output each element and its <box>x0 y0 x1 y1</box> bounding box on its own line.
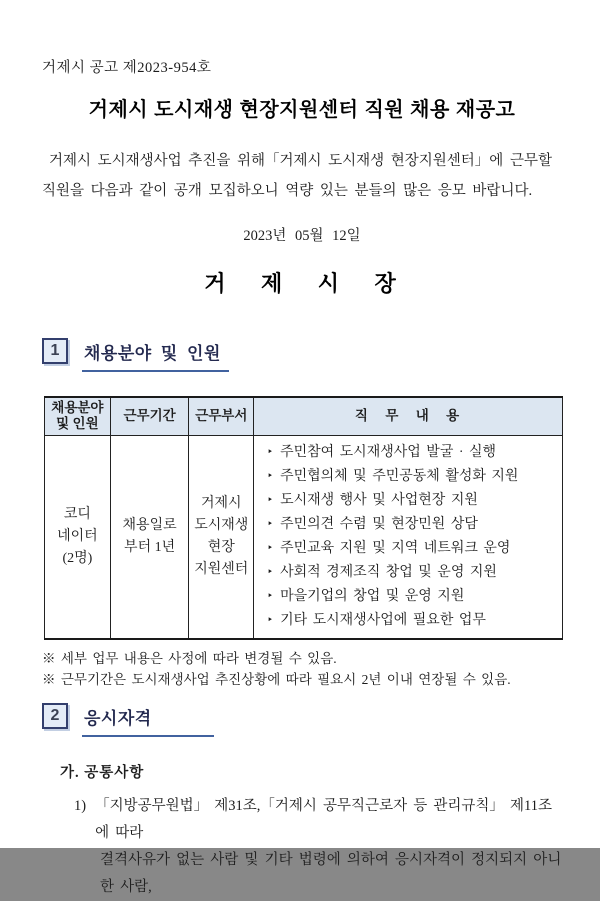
triangle-bullet-icon: ‣ <box>267 470 274 482</box>
header-cell-period: 근무기간 <box>110 397 189 435</box>
duty-item <box>267 465 556 489</box>
dept-line2: 도시재생 <box>194 517 249 533</box>
notice-number: 거제시 공고 제2023-954호 <box>42 60 212 76</box>
field-line3: (2명) <box>62 550 93 566</box>
cell-period <box>110 435 189 639</box>
section-1-number-box: 1 <box>42 338 68 364</box>
duty-text: 도시재생 행사 및 사업현장 지원 <box>280 492 478 508</box>
duty-item <box>267 609 556 633</box>
duty-text: 주민참여 도시재생사업 발굴 · 실행 <box>280 444 497 460</box>
duty-item <box>267 513 556 537</box>
table-footnotes <box>42 648 562 690</box>
notice-date: 2023년 05월 12일 <box>243 228 361 244</box>
duty-item <box>267 537 556 561</box>
duty-text: 주민교육 지원 및 지역 네트워크 운영 <box>280 540 511 556</box>
duty-item <box>267 441 556 465</box>
period-line1: 채용일로 <box>122 517 177 533</box>
duty-text: 기타 도시재생사업에 필요한 업무 <box>280 612 486 628</box>
duty-text: 마을기업의 창업 및 운영 지원 <box>280 588 465 604</box>
duty-text: 사회적 경제조직 창업 및 운영 지원 <box>280 564 497 580</box>
triangle-bullet-icon: ‣ <box>267 566 274 578</box>
duty-text: 주민의견 수렴 및 현장민원 상담 <box>280 516 478 532</box>
header-field-line1: 채용분야 <box>51 400 104 416</box>
duty-item <box>267 585 556 609</box>
qualification-item-1 <box>74 793 562 847</box>
duty-item <box>267 489 556 513</box>
intro-line-1: 거제시 도시재생사업 추진을 위해「거제시 도시재생 현장지원센터」에 근무할 <box>49 153 552 169</box>
intro-line-2: 직원을 다음과 같이 공개 모집하오니 역량 있는 분들의 많은 응모 바랍니다. <box>42 183 533 199</box>
header-cell-department: 근무부서 <box>189 397 254 435</box>
duty-item <box>267 561 556 585</box>
issuer-mayor-signature: 거 제 시 장 <box>204 271 400 296</box>
cell-field <box>45 435 111 639</box>
header-cell-duties: 직 무 내 용 <box>254 397 563 435</box>
intro-paragraph <box>42 146 562 206</box>
field-line2: 네이터 <box>57 528 98 544</box>
section-2-number-box: 2 <box>42 703 68 729</box>
triangle-bullet-icon: ‣ <box>267 518 274 530</box>
item-number: 1) <box>74 797 87 814</box>
cell-duties <box>254 435 563 639</box>
triangle-bullet-icon: ‣ <box>267 446 274 458</box>
table-header-row <box>45 397 563 435</box>
section-1-header <box>42 338 562 372</box>
qualification-item-1-continued: 결격사유가 없는 사람 및 기타 법령에 의하여 응시자격이 정지되지 아니한 사람, <box>100 851 562 895</box>
cell-department <box>189 435 254 639</box>
footnote-1: ※ 세부 업무 내용은 사정에 따라 변경될 수 있음. <box>42 650 337 666</box>
item-text-line1: 「지방공무원법」 제31조,「거제시 공무직근로자 등 관리규칙」 제11조에 따라 <box>95 797 552 841</box>
subsection-ga-heading: 가. 공통사항 <box>60 764 145 781</box>
triangle-bullet-icon: ‣ <box>267 590 274 602</box>
dept-line3: 현장 <box>207 539 235 555</box>
section-1-title: 채용분야 및 인원 <box>82 338 229 372</box>
table-data-row <box>45 435 563 639</box>
duty-text: 주민협의체 및 주민공동체 활성화 지원 <box>280 468 519 484</box>
triangle-bullet-icon: ‣ <box>267 614 274 626</box>
triangle-bullet-icon: ‣ <box>267 542 274 554</box>
recruitment-table <box>44 396 563 640</box>
header-field-line2: 및 인원 <box>56 416 99 432</box>
field-line1: 코디 <box>63 506 91 522</box>
triangle-bullet-icon: ‣ <box>267 494 274 506</box>
header-cell-field <box>45 397 111 435</box>
section-2-header <box>42 703 562 737</box>
dept-line1: 거제시 <box>201 495 242 511</box>
section-2-title: 응시자격 <box>82 703 214 737</box>
document-title: 거제시 도시재생 현장지원센터 직원 채용 재공고 <box>88 99 516 121</box>
footnote-2: ※ 근무기간은 도시재생사업 추진상황에 따라 필요시 2년 이내 연장될 수 있음. <box>42 671 511 687</box>
dept-line4: 지원센터 <box>194 561 249 577</box>
period-line2: 부터 1년 <box>124 539 176 555</box>
